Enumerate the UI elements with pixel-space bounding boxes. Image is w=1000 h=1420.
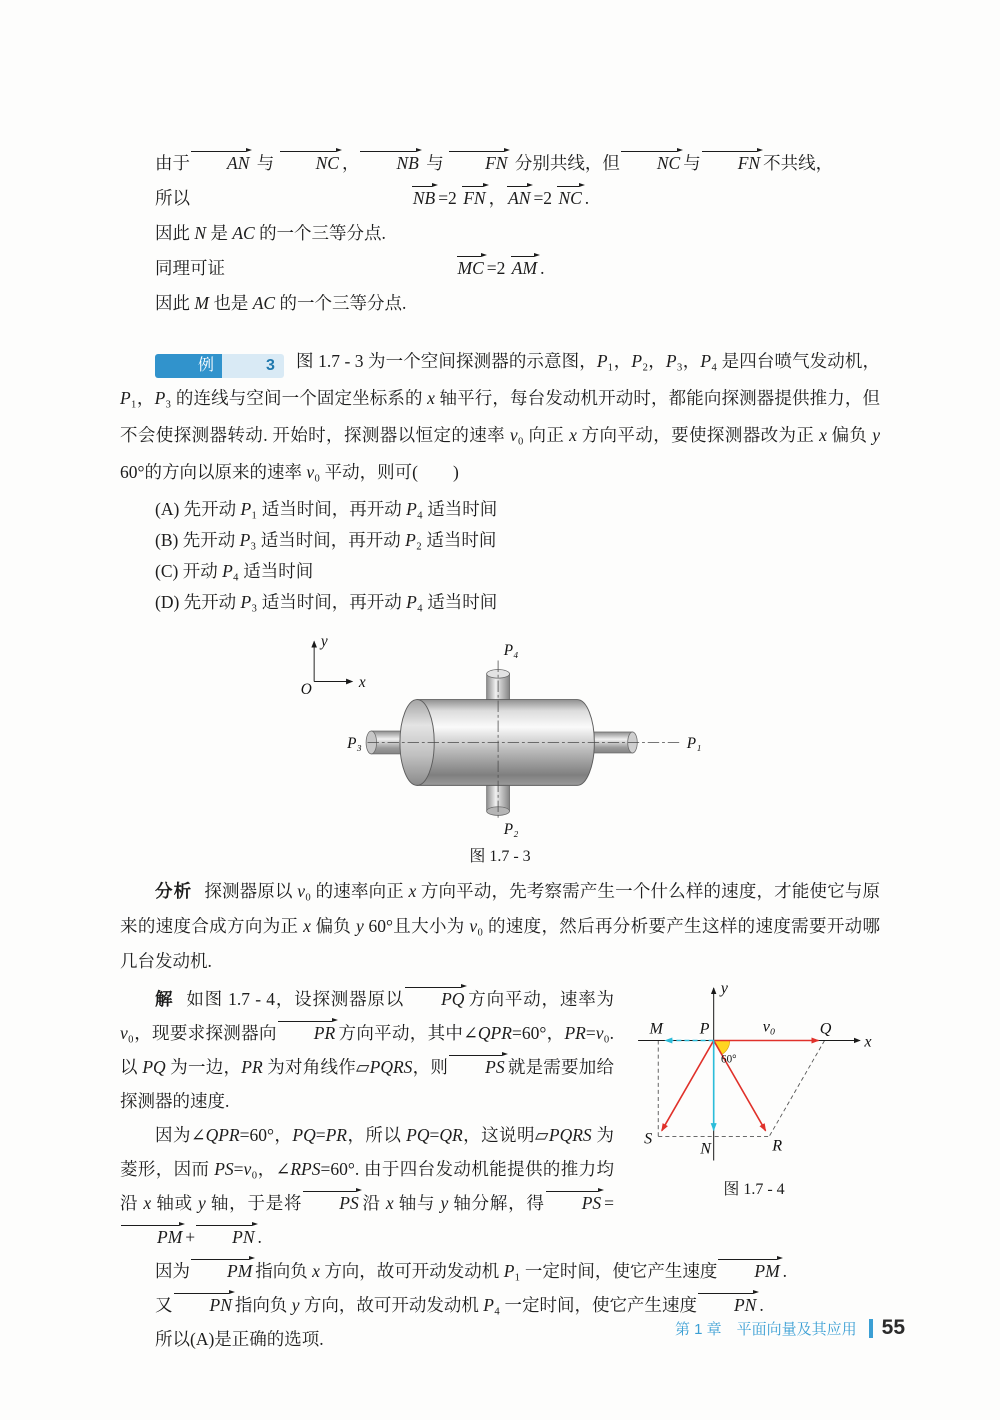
intro-line-4: [120, 251, 880, 286]
vector-overline: NC: [620, 150, 683, 173]
page-footer: [675, 1316, 905, 1340]
vector-overline: PN: [173, 1292, 235, 1315]
solution-para-3-text: 因为 PM 指向负 x 方向，故可开动发动机 P₁ 一定时间，使它产生速度 PM .: [155, 1261, 787, 1281]
fig3-label-p4: P₄: [503, 641, 519, 659]
vector-overline: AN: [190, 150, 252, 173]
solution-para-5-text: 所以(A)是正确的选项.: [155, 1328, 324, 1349]
example-badge-label: 例: [155, 354, 222, 378]
example-badge: [155, 354, 284, 378]
option-d: (D) 先开动 P₃ 适当时间，再开动 P₄ 适当时间: [155, 592, 498, 612]
figure-1-7-3: [120, 630, 880, 866]
example-statement: [120, 343, 880, 491]
fig3-label-x: x: [358, 674, 366, 692]
vector-overline: PS: [545, 1190, 604, 1213]
figure-1-7-4: [628, 978, 880, 1200]
option-a: (A) 先开动 P₁ 适当时间，再开动 P₄ 适当时间: [155, 499, 498, 519]
intro-line-3-text: 因此 N 是 AC 的一个三等分点.: [155, 223, 386, 243]
fig4-label-m: M: [649, 1020, 663, 1038]
vector-overline: NB: [411, 185, 438, 208]
vector-overline: PN: [697, 1292, 759, 1315]
previous-example-conclusion: [120, 146, 880, 321]
analysis-section: [120, 874, 880, 979]
fig3-label-o: O: [300, 680, 312, 698]
fig4-label-y: y: [720, 979, 728, 997]
vector-overline: FN: [701, 150, 763, 173]
option-c: (C) 开动 P₄ 适当时间: [155, 561, 314, 581]
fig3-label-p2: P₂: [503, 820, 519, 838]
intro-line-2: [120, 181, 880, 216]
vector-overline: PR: [277, 1020, 338, 1043]
angle-60-wedge: [714, 1040, 730, 1054]
example-3: [120, 343, 880, 618]
vector-overline: NC: [556, 185, 584, 208]
intro-line-2-lead: 所以: [155, 188, 190, 208]
option-b: (B) 先开动 P₃ 适当时间，再开动 P₂ 适当时间: [155, 530, 497, 550]
probe-diagram-svg: [276, 630, 724, 838]
vector-overline: NB: [359, 150, 421, 173]
intro-line-5-text: 因此 M 也是 AC 的一个三等分点.: [155, 293, 407, 313]
fig4-label-n: N: [700, 1140, 711, 1158]
vector-overline: MC: [456, 255, 487, 278]
fig4-label-s: S: [644, 1130, 653, 1148]
solution-para-4-text: 又 PN 指向负 y 方向，故可开动发动机 P₄ 一定时间，使它产生速度 PN .: [155, 1295, 764, 1315]
intro-line-3: [120, 216, 880, 251]
fig4-label-v0: v₀: [762, 1018, 776, 1036]
solution-para-1-text: 如图 1.7 - 4，设探测器原以 PQ 方向平动，速率为 v₀，现要求探测器向 PR 方向平动，其中∠QPR=60°，PR=v₀. 以 PQ 为一边，PR 为对角线作▱PQRS，则 PS 就是需要加给探测器的速度.: [120, 989, 614, 1111]
figure-4-caption: 图 1.7 - 4: [723, 1181, 785, 1199]
vector-overline: PS: [448, 1054, 507, 1077]
intro-line-4-formula: MC =2 AM .: [456, 258, 545, 278]
fig4-label-x: x: [864, 1033, 872, 1051]
solution-label: 解: [155, 988, 175, 1009]
example-options: [120, 494, 880, 618]
footer-divider: [869, 1319, 873, 1338]
fig3-label-p1: P₁: [686, 735, 702, 753]
intro-line-1-text: 由于 AN 与 NC ， NB 与 FN 分别共线，但 NC 与 FN 不共线，: [155, 153, 833, 173]
vector-overline: FN: [461, 185, 488, 208]
intro-line-2-formula: NB =2 FN ， AN =2 NC .: [411, 188, 589, 208]
intro-line-4-lead: 同理可证: [155, 258, 225, 278]
vector-overline: PN: [195, 1224, 257, 1247]
fig4-label-r: R: [772, 1137, 783, 1155]
dashed-line-q-r: [769, 1040, 824, 1136]
vector-overline: PM: [190, 1258, 255, 1281]
solution-para-3: [120, 1254, 880, 1288]
vector-overline: PS: [302, 1190, 361, 1213]
example-badge-number: 3: [222, 354, 284, 378]
intro-line-5: [120, 286, 880, 321]
vector-overline: AN: [506, 185, 533, 208]
fig4-label-p: P: [699, 1020, 710, 1038]
fig4-label-angle: 60°: [721, 1053, 737, 1066]
analysis-text: 探测器原以 v₀ 的速率向正 x 方向平动，先考察需产生一个什么样的速度，才能使它与原来的速度合成方向为正 x 偏负 y 60°且大小为 v₀ 的速度，然后再分析要产生这样的速度需要开动哪几台发动机.: [120, 880, 881, 971]
vector-overline: FN: [448, 150, 510, 173]
vector-overline: AM: [510, 255, 540, 278]
analysis-paragraph: [120, 874, 880, 979]
footer-book-title: 平面向量及其应用: [736, 1320, 857, 1338]
vector-overline: PM: [120, 1224, 185, 1247]
analysis-label: 分析: [155, 880, 193, 901]
vector-overline: PQ: [404, 986, 467, 1009]
vector-overline: PM: [717, 1258, 782, 1281]
solution-para-2-text: 因为∠QPR=60°，PQ=PR，所以 PQ=QR，这说明▱PQRS 为菱形，因而 PS=v₀，∠RPS=60°. 由于四台发动机能提供的推力均沿 x 轴或 y 轴，于是将 PS 沿 x 轴与 y 轴分解，得 PS =PM + PN .: [120, 1124, 615, 1247]
example-statement-text: 图 1.7 - 3 为一个空间探测器的示意图，P₁，P₂，P₃，P₄ 是四台喷气发动机，P₁，P₃ 的连线与空间一个固定坐标系的 x 轴平行，每台发动机开动时，都能向探测器提供推力，但不会使探测器转动. 开始时，探测器以恒定的速率 v₀ 向正 x 方向平动，要使探测器改为正 x 偏负 y 60°的方向以原来的速率 v₀ 平动，则可( ): [120, 351, 881, 482]
figure-3-caption: 图 1.7 - 3: [469, 847, 531, 865]
footer-page-number: 55: [881, 1316, 905, 1339]
vector-overline: NC: [279, 150, 342, 173]
fig3-label-p3: P₃: [347, 735, 362, 753]
vector-ps: [662, 1040, 714, 1130]
intro-line-1: [120, 146, 880, 181]
solution-section: [120, 979, 880, 1356]
fig4-label-q: Q: [819, 1020, 832, 1038]
fig3-label-y: y: [320, 633, 328, 651]
footer-chapter: 第 1 章: [674, 1320, 722, 1338]
vector-diagram-svg: [628, 978, 880, 1172]
